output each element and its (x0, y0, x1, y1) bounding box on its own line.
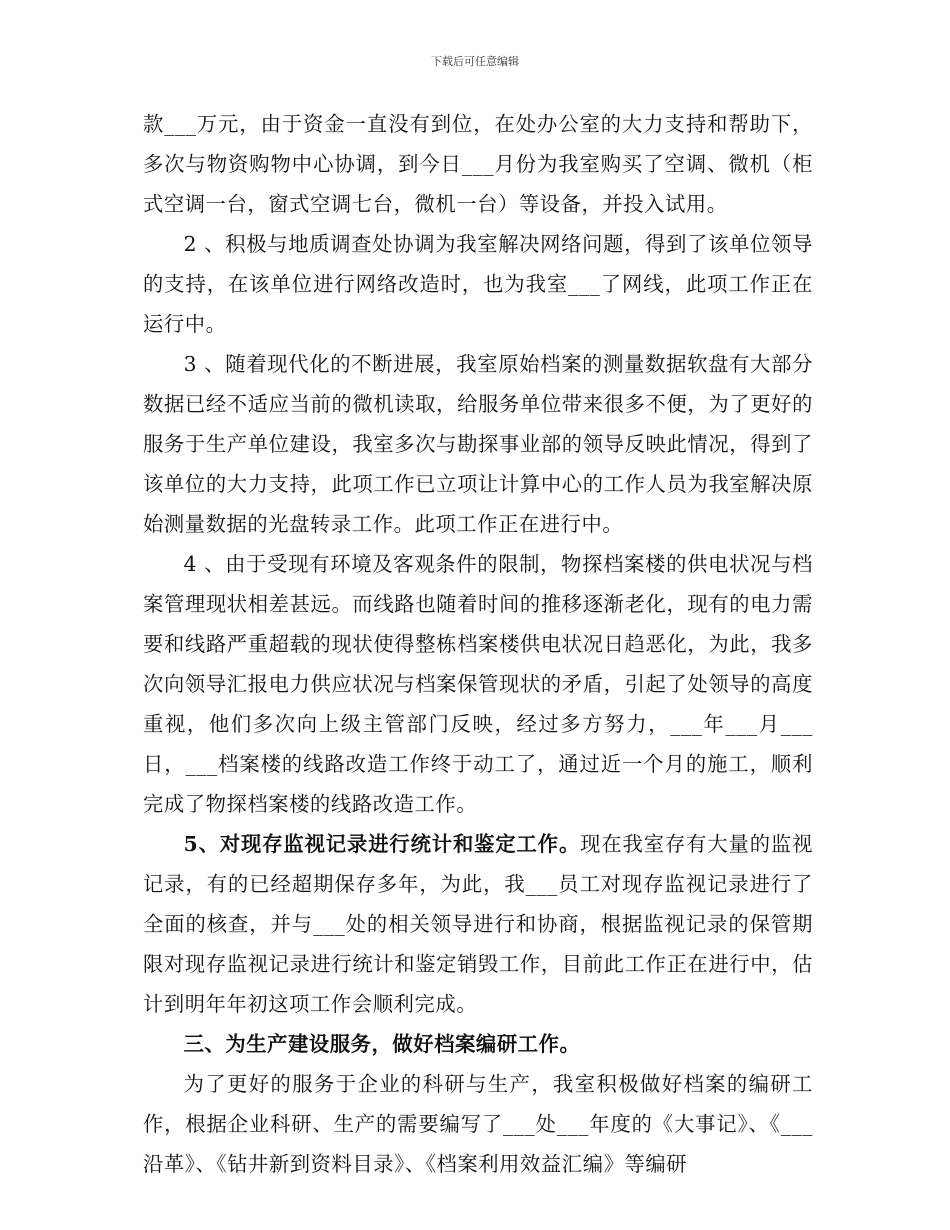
paragraph-text: 4 、由于受现有环境及客观条件的限制，物探档案楼的供电状况与档案管理现状相差甚远。而线路也随着时间的推移逐渐老化，现有的电力需要和线路严重超载的现状使得整栋档案楼供电状况日趋恶化，为此，我多次向领导汇报电力供应状况与档案保管现状的矛盾，引起了处领导的高度重视，他们多次向上级主管部门反映，经过多方努力，___年___月___日，___档案楼的线路改造工作终于动工了，通过近一个月的施工，顺利完成了物探档案楼的线路改造工作。 (143, 552, 813, 816)
paragraph-item-5 (143, 824, 813, 1024)
paragraph-bold-lead: 5、对现存监视记录进行统计和鉴定工作。 (183, 832, 581, 856)
paragraph-item-3 (143, 344, 813, 544)
page-header: 下载后可任意编辑 (431, 55, 519, 68)
paragraph-text: 现在我室存有大量的监视记录，有的已经超期保存多年，为此，我___员工对现存监视记录进行了全面的核查，并与___处的相关领导进行和协商，根据监视记录的保管期限对现存监视记录进行统计和鉴定销毁工作，目前此工作正在进行中，估计到明年年初这项工作会顺利完成。 (143, 832, 813, 1016)
paragraph-text: 为了更好的服务于企业的科研与生产，我室积极做好档案的编研工作，根据企业科研、生产的需要编写了___处___年度的《大事记》、《___沿革》、《钻井新到资料目录》、《档案利用效益汇编》等编研 (143, 1072, 813, 1176)
section-3-heading (143, 1024, 813, 1064)
paragraph-text: 2 、积极与地质调查处协调为我室解决网络问题，得到了该单位领导的支持，在该单位进行网络改造时，也为我室___了网线，此项工作正在运行中。 (143, 232, 813, 336)
paragraph-item-2 (143, 224, 813, 344)
document-body (143, 104, 813, 1184)
paragraph-continued-funds (143, 104, 813, 224)
paragraph-text: 款___万元，由于资金一直没有到位，在处办公室的大力支持和帮助下，多次与物资购物中心协调，到今日___月份为我室购买了空调、微机（柜式空调一台，窗式空调七台，微机一台）等设备，并投入试用。 (143, 112, 813, 216)
paragraph-text: 3 、随着现代化的不断进展，我室原始档案的测量数据软盘有大部分数据已经不适应当前的微机读取，给服务单位带来很多不便，为了更好的服务于生产单位建设，我室多次与勘探事业部的领导反映此情况，得到了该单位的大力支持，此项工作已立项让计算中心的工作人员为我室解决原始测量数据的光盘转录工作。此项工作正在进行中。 (143, 352, 813, 536)
section-heading-text: 三、为生产建设服务，做好档案编研工作。 (183, 1032, 581, 1056)
paragraph-section-3-body (143, 1064, 813, 1184)
paragraph-item-4 (143, 544, 813, 824)
